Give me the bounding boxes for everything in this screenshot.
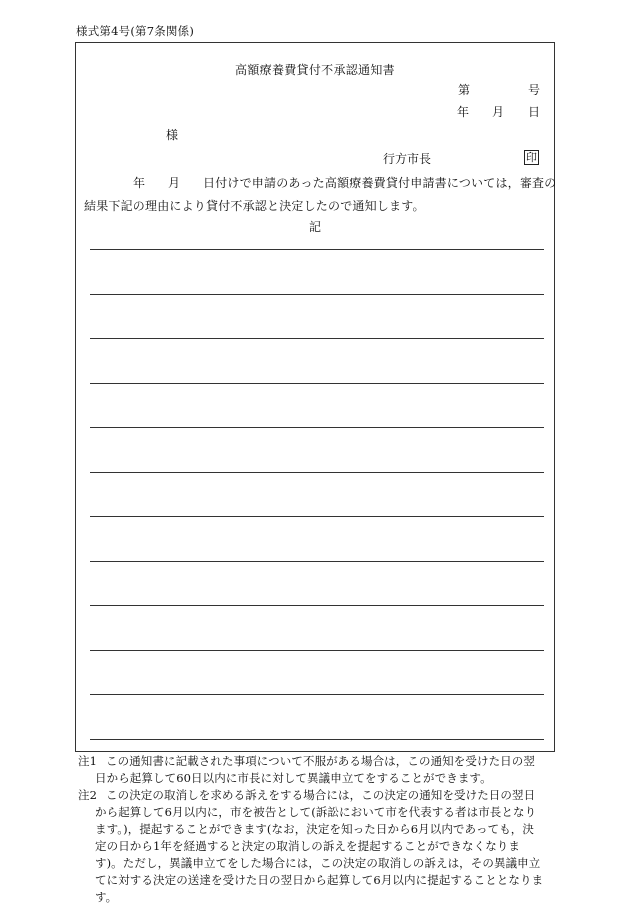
date-year-label: 年	[457, 105, 470, 119]
body-text-line-1: 日付けで申請のあった高額療養費貸付申請書については，審査の	[203, 176, 557, 190]
note-2-line: す。	[95, 890, 118, 904]
body-month-label: 月	[168, 176, 181, 190]
note-1-label: 注1	[78, 754, 98, 768]
date-month-label: 月	[492, 105, 505, 119]
document-number-prefix: 第	[458, 83, 471, 97]
writing-line	[90, 338, 544, 339]
note-2-line: この決定の取消しを求める訴えをする場合には，この決定の通知を受けた日の翌日	[106, 788, 536, 802]
writing-line	[90, 472, 544, 473]
notice-frame	[75, 42, 555, 752]
note-2-line: ます。)，提起することができます(なお，決定を知った日から6月以内であっても，決	[95, 822, 534, 836]
note-2-line: 定の日から1年を経過すると決定の取消しの訴えを提起することができなくなりま	[95, 839, 521, 853]
writing-line	[90, 516, 544, 517]
form-number-label: 様式第4号(第7条関係)	[76, 24, 195, 38]
note-2-line: てに対する決定の送達を受けた日の翌日から起算して6月以内に提起することとなりま	[95, 873, 544, 887]
record-label: 記	[308, 220, 321, 234]
document-number-suffix: 号	[528, 83, 541, 97]
writing-line	[90, 605, 544, 606]
writing-line	[90, 694, 544, 695]
note-2-line: す)。ただし，異議申立てをした場合には，この決定の取消しの訴えは，その異議申立	[95, 856, 541, 870]
date-day-label: 日	[528, 105, 541, 119]
writing-line	[90, 650, 544, 651]
writing-line	[90, 739, 544, 740]
addressee-honorific: 様	[166, 128, 179, 142]
note-1-line: 日から起算して60日以内に市長に対して異議申立てをすることができます。	[95, 771, 492, 785]
writing-line	[90, 383, 544, 384]
document-title: 高額療養費貸付不承認通知書	[235, 63, 395, 77]
body-text-line-2: 結果下記の理由により貸付不承認と決定したので通知します。	[84, 199, 425, 213]
writing-line	[90, 294, 544, 295]
seal-mark: 印	[526, 151, 537, 164]
writing-line	[90, 249, 544, 250]
note-2-label: 注2	[78, 788, 98, 802]
writing-line	[90, 561, 544, 562]
note-2-line: から起算して6月以内に，市を被告として(訴訟において市を代表する者は市長となり	[95, 805, 537, 819]
writing-line	[90, 427, 544, 428]
body-year-label: 年	[133, 176, 146, 190]
note-1-line: この通知書に記載された事項について不服がある場合は，この通知を受けた日の翌	[106, 754, 535, 768]
issuer-name: 行方市長	[383, 152, 432, 166]
